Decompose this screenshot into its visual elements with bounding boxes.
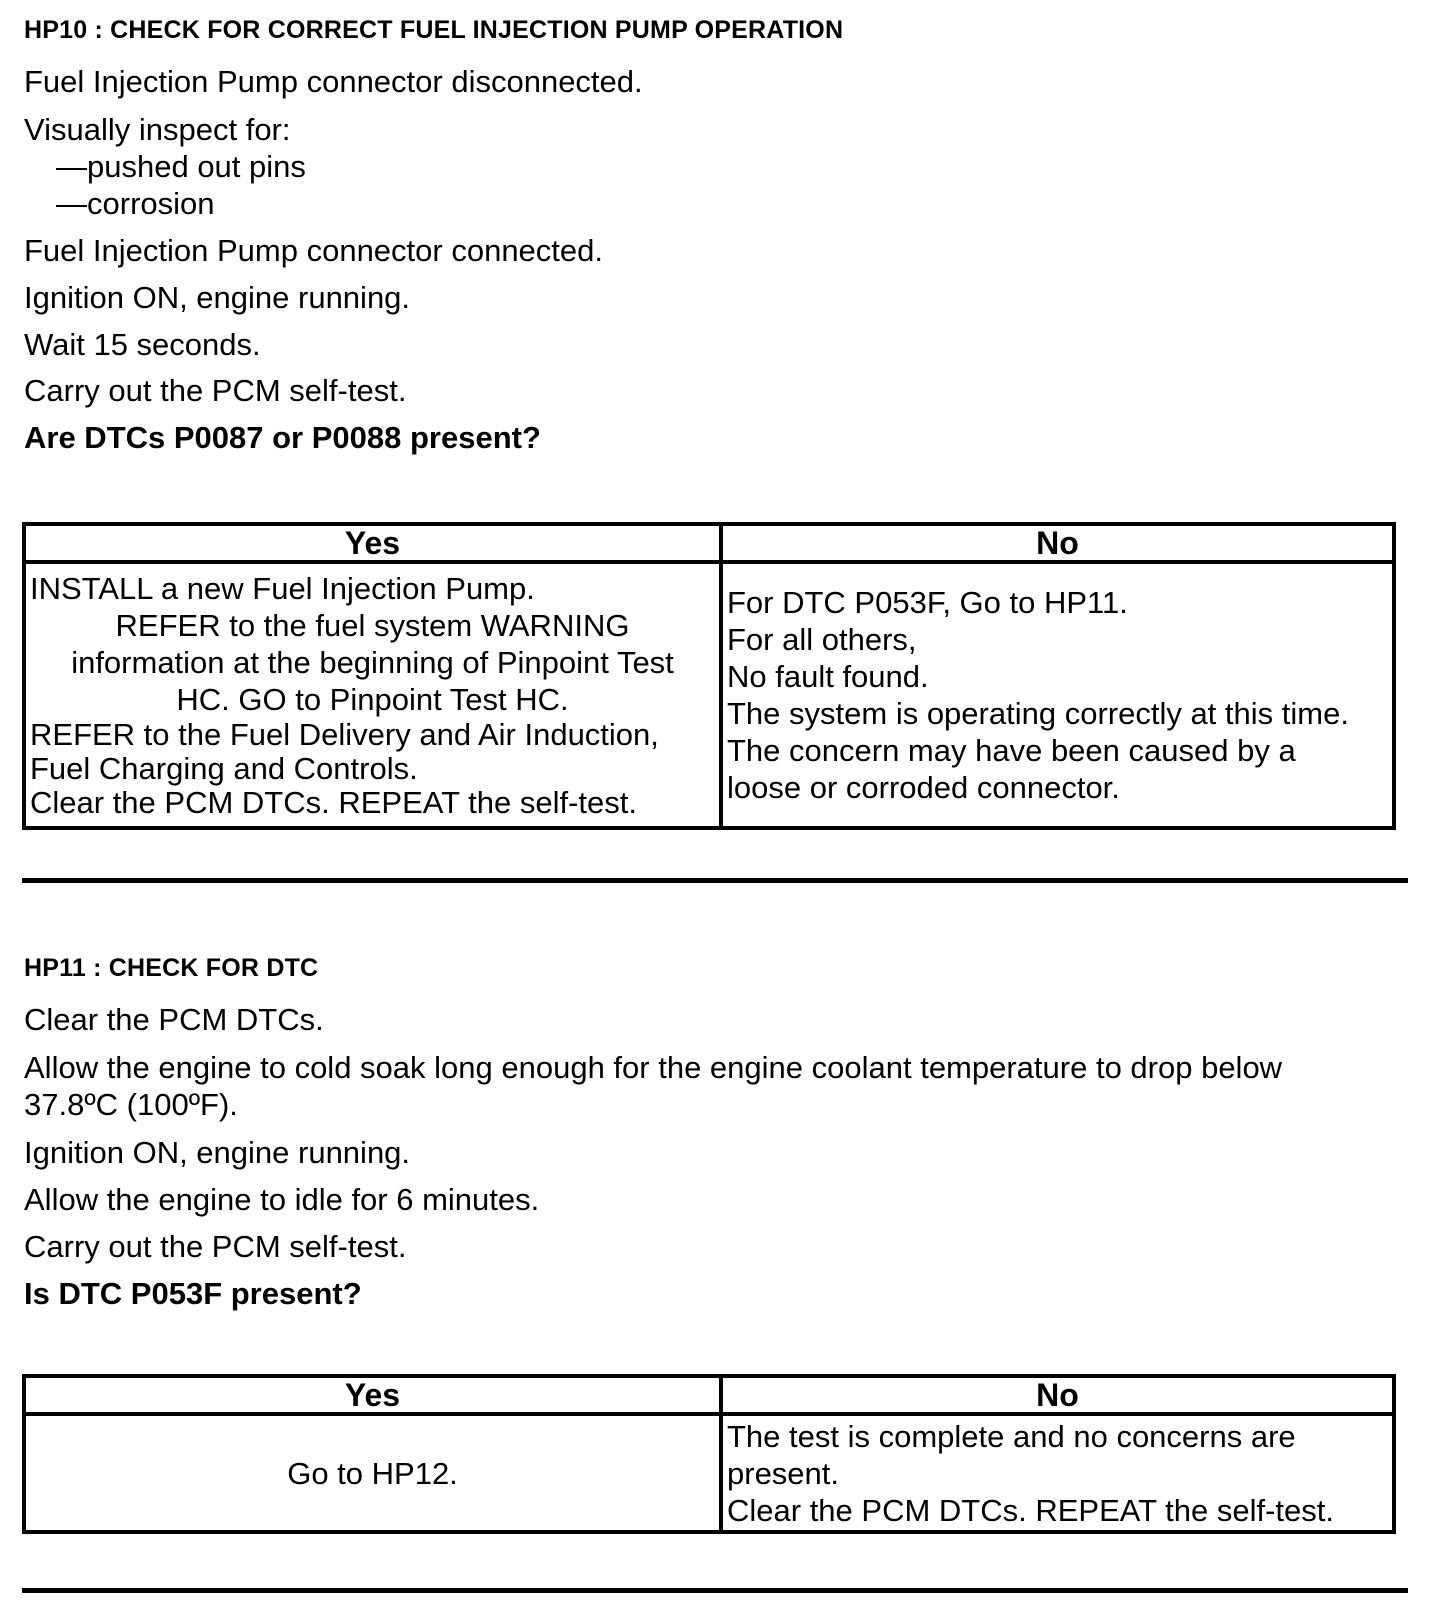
hp11-no-cell (721, 1414, 1394, 1532)
hp11-result-table (22, 1374, 1396, 1534)
hp10-step-5: Wait 15 seconds. (24, 327, 261, 362)
hp10-yes-line: Clear the PCM DTCs. REPEAT the self-test. (30, 785, 637, 820)
hp10-yes-line: information at the beginning of Pinpoint Test (71, 645, 674, 680)
hp10-no-cell (721, 562, 1394, 828)
hp10-no-line: The concern may have been caused by a (727, 733, 1296, 768)
hp11-no-line: Clear the PCM DTCs. REPEAT the self-test. (727, 1492, 1334, 1528)
hp11-no-header: No (721, 1376, 1394, 1414)
hp10-no-line: loose or corroded connector. (727, 770, 1120, 805)
section-divider-bottom (22, 1588, 1408, 1593)
hp10-step-3: Fuel Injection Pump connector connected. (24, 233, 604, 268)
hp11-yes-line: Go to HP12. (287, 1455, 458, 1491)
hp11-step-4: Allow the engine to idle for 6 minutes. (24, 1182, 540, 1217)
hp10-no-line: No fault found. (727, 659, 929, 694)
hp10-yes-line: Fuel Charging and Controls. (30, 751, 418, 786)
hp11-yes-header: Yes (24, 1376, 721, 1414)
hp11-yes-cell (24, 1414, 721, 1532)
hp10-result-table (22, 522, 1396, 830)
hp10-no-line: The system is operating correctly at this time. (727, 696, 1349, 731)
hp10-yes-line: REFER to the Fuel Delivery and Air Induction, (30, 717, 659, 752)
hp10-no-line: For DTC P053F, Go to HP11. (727, 585, 1128, 620)
section-divider (22, 878, 1408, 883)
hp10-yes-cell (24, 562, 721, 828)
hp10-substep-corrosion: —corrosion (56, 186, 215, 221)
hp10-yes-line: INSTALL a new Fuel Injection Pump. (30, 571, 535, 606)
hp11-no-line: present. (727, 1455, 840, 1491)
hp10-yes-header: Yes (24, 524, 721, 562)
hp10-substep-pins: —pushed out pins (56, 149, 306, 184)
hp10-yes-line: REFER to the fuel system WARNING (115, 608, 630, 643)
hp10-step-4: Ignition ON, engine running. (24, 280, 411, 315)
hp11-step-2: Allow the engine to cold soak long enough for the engine coolant temperature to drop below 37.8ºC (100ºF). (24, 1050, 1283, 1122)
hp10-yes-line: HC. GO to Pinpoint Test HC. (176, 682, 569, 717)
hp11-question: Is DTC P053F present? (24, 1276, 362, 1311)
hp10-no-line: For all others, (727, 622, 917, 657)
hp11-step-3: Ignition ON, engine running. (24, 1135, 411, 1170)
hp10-no-header: No (721, 524, 1394, 562)
hp10-step-1: Fuel Injection Pump connector disconnected. (24, 64, 643, 99)
hp11-step-5: Carry out the PCM self-test. (24, 1229, 407, 1264)
hp10-step-6: Carry out the PCM self-test. (24, 373, 407, 408)
hp11-step-1: Clear the PCM DTCs. (24, 1002, 324, 1037)
hp11-heading: HP11 : CHECK FOR DTC (24, 954, 319, 982)
hp11-no-line: The test is complete and no concerns are (727, 1418, 1296, 1454)
hp10-step-2: Visually inspect for: (24, 112, 291, 147)
hp10-question: Are DTCs P0087 or P0088 present? (24, 420, 541, 455)
hp10-heading: HP10 : CHECK FOR CORRECT FUEL INJECTION PUMP OPERATION (24, 16, 844, 44)
